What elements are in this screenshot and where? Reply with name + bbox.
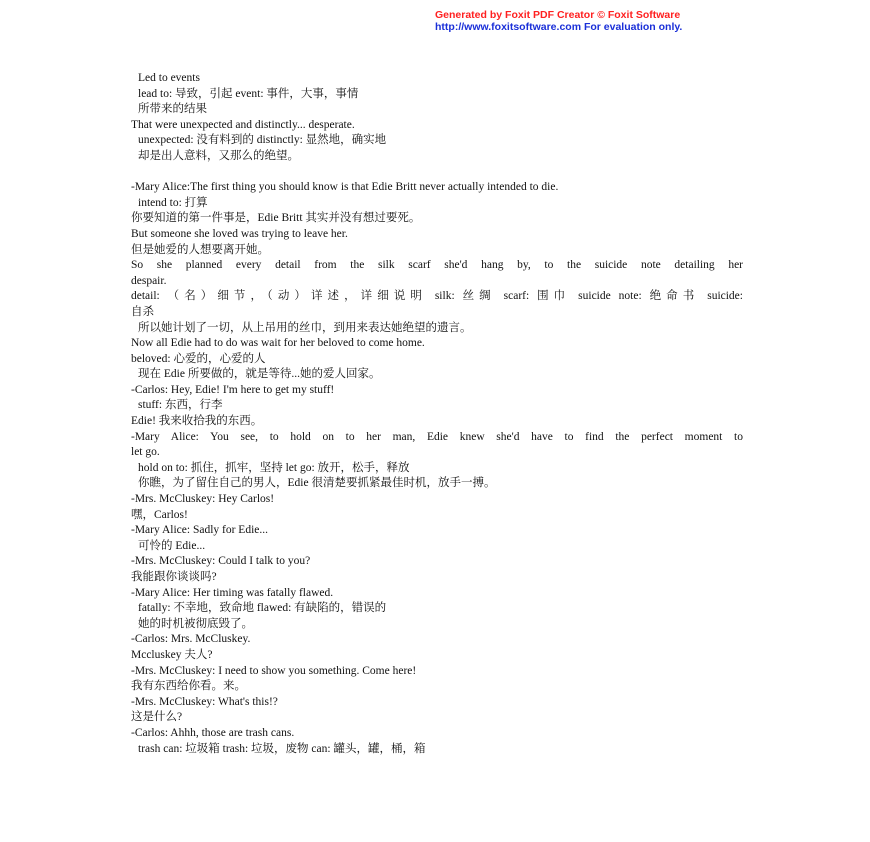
text-line: intend to: 打算 xyxy=(138,196,208,209)
text-line: -Carlos: Hey, Edie! I'm here to get my stuff! xyxy=(131,383,335,396)
text-line: -Mrs. McCluskey: What's this!? xyxy=(131,695,278,708)
text-line: stuff: 东西，行李 xyxy=(138,399,223,412)
text-line: lead to: 导致，引起 event: 事件，大事，事情 xyxy=(138,87,359,100)
text-line: -Mrs. McCluskey: I need to show you something. Come here! xyxy=(131,664,417,677)
text-line: 我有东西给你看。来。 xyxy=(131,680,246,693)
text-line: But someone she loved was trying to leave her. xyxy=(131,227,348,240)
foxit-watermark xyxy=(435,9,765,33)
text-line: -Mrs. McCluskey: Hey Carlos! xyxy=(131,493,275,506)
text-line: detail: （名）细节，（动）详述，详细说明 silk: 丝绸 scarf: 围巾 suicide note: 绝命书 suicide: xyxy=(131,290,743,303)
text-line: Now all Edie had to do was wait for her beloved to come home. xyxy=(131,337,425,350)
text-line: Mccluskey 夫人? xyxy=(131,648,213,661)
text-line: Edie! 我来收拾我的东西。 xyxy=(131,415,263,428)
text-line: -Mary Alice: Sadly for Edie... xyxy=(131,524,269,537)
text-line: fatally: 不幸地，致命地 flawed: 有缺陷的，错误的 xyxy=(138,602,387,615)
text-line: 现在 Edie 所要做的，就是等待...她的爱人回家。 xyxy=(138,368,381,381)
text-line: beloved: 心爱的，心爱的人 xyxy=(131,352,266,365)
text-line: Led to events xyxy=(138,72,200,84)
text-line: -Mrs. McCluskey: Could I talk to you? xyxy=(131,555,311,568)
text-line: trash can: 垃圾箱 trash: 垃圾，废物 can: 罐头，罐，桶，箱 xyxy=(138,742,426,755)
document-body xyxy=(131,71,743,757)
text-line: So she planned every detail from the silk scarf she'd hang by, to the suicide note detailing her xyxy=(131,259,743,272)
text-line: unexpected: 没有料到的 distinctly: 显然地，确实地 xyxy=(138,134,387,147)
text-line: 但是她爱的人想要离开她。 xyxy=(131,243,269,256)
text-line: 所带来的结果 xyxy=(138,103,207,116)
text-line: 这是什么? xyxy=(131,711,183,724)
text-line: let go. xyxy=(131,446,160,459)
text-line: hold on to: 抓住，抓牢，坚持 let go: 放开，松手，释放 xyxy=(138,461,410,474)
text-line: 她的时机被彻底毁了。 xyxy=(138,617,253,630)
text-line: 可怜的 Edie... xyxy=(138,539,206,552)
text-line: 你瞧，为了留住自己的男人，Edie 很清楚要抓紧最佳时机，放手一搏。 xyxy=(138,477,496,490)
text-line: 嘿，Carlos! xyxy=(131,508,188,521)
text-line: -Mary Alice:The first thing you should know is that Edie Britt never actually intended to die. xyxy=(131,181,559,194)
text-line: 我能跟你谈谈吗? xyxy=(131,571,217,583)
watermark-url-text: http://www.foxitsoftware.com For evaluation only. xyxy=(435,21,683,33)
text-line: -Carlos: Ahhh, those are trash cans. xyxy=(131,726,295,739)
text-line: despair. xyxy=(131,274,167,287)
text-line: 所以她计划了一切，从上吊用的丝巾，到用来表达她绝望的遗言。 xyxy=(138,321,472,334)
text-line: -Mary Alice: You see, to hold on to her man, Edie knew she'd have to find the perfect moment to xyxy=(131,430,743,443)
text-line: -Mary Alice: Her timing was fatally flawed. xyxy=(131,586,334,599)
text-line: 你要知道的第一件事是，Edie Britt 其实并没有想过要死。 xyxy=(131,212,421,225)
text-line: 却是出人意料，又那么的绝望。 xyxy=(138,149,299,162)
text-line: That were unexpected and distinctly... desperate. xyxy=(131,118,355,131)
text-line: 自杀 xyxy=(131,305,154,318)
watermark-generator-text: Generated by Foxit PDF Creator © Foxit Software xyxy=(435,9,681,21)
text-line: -Carlos: Mrs. McCluskey. xyxy=(131,633,251,646)
blank-line xyxy=(131,165,743,181)
